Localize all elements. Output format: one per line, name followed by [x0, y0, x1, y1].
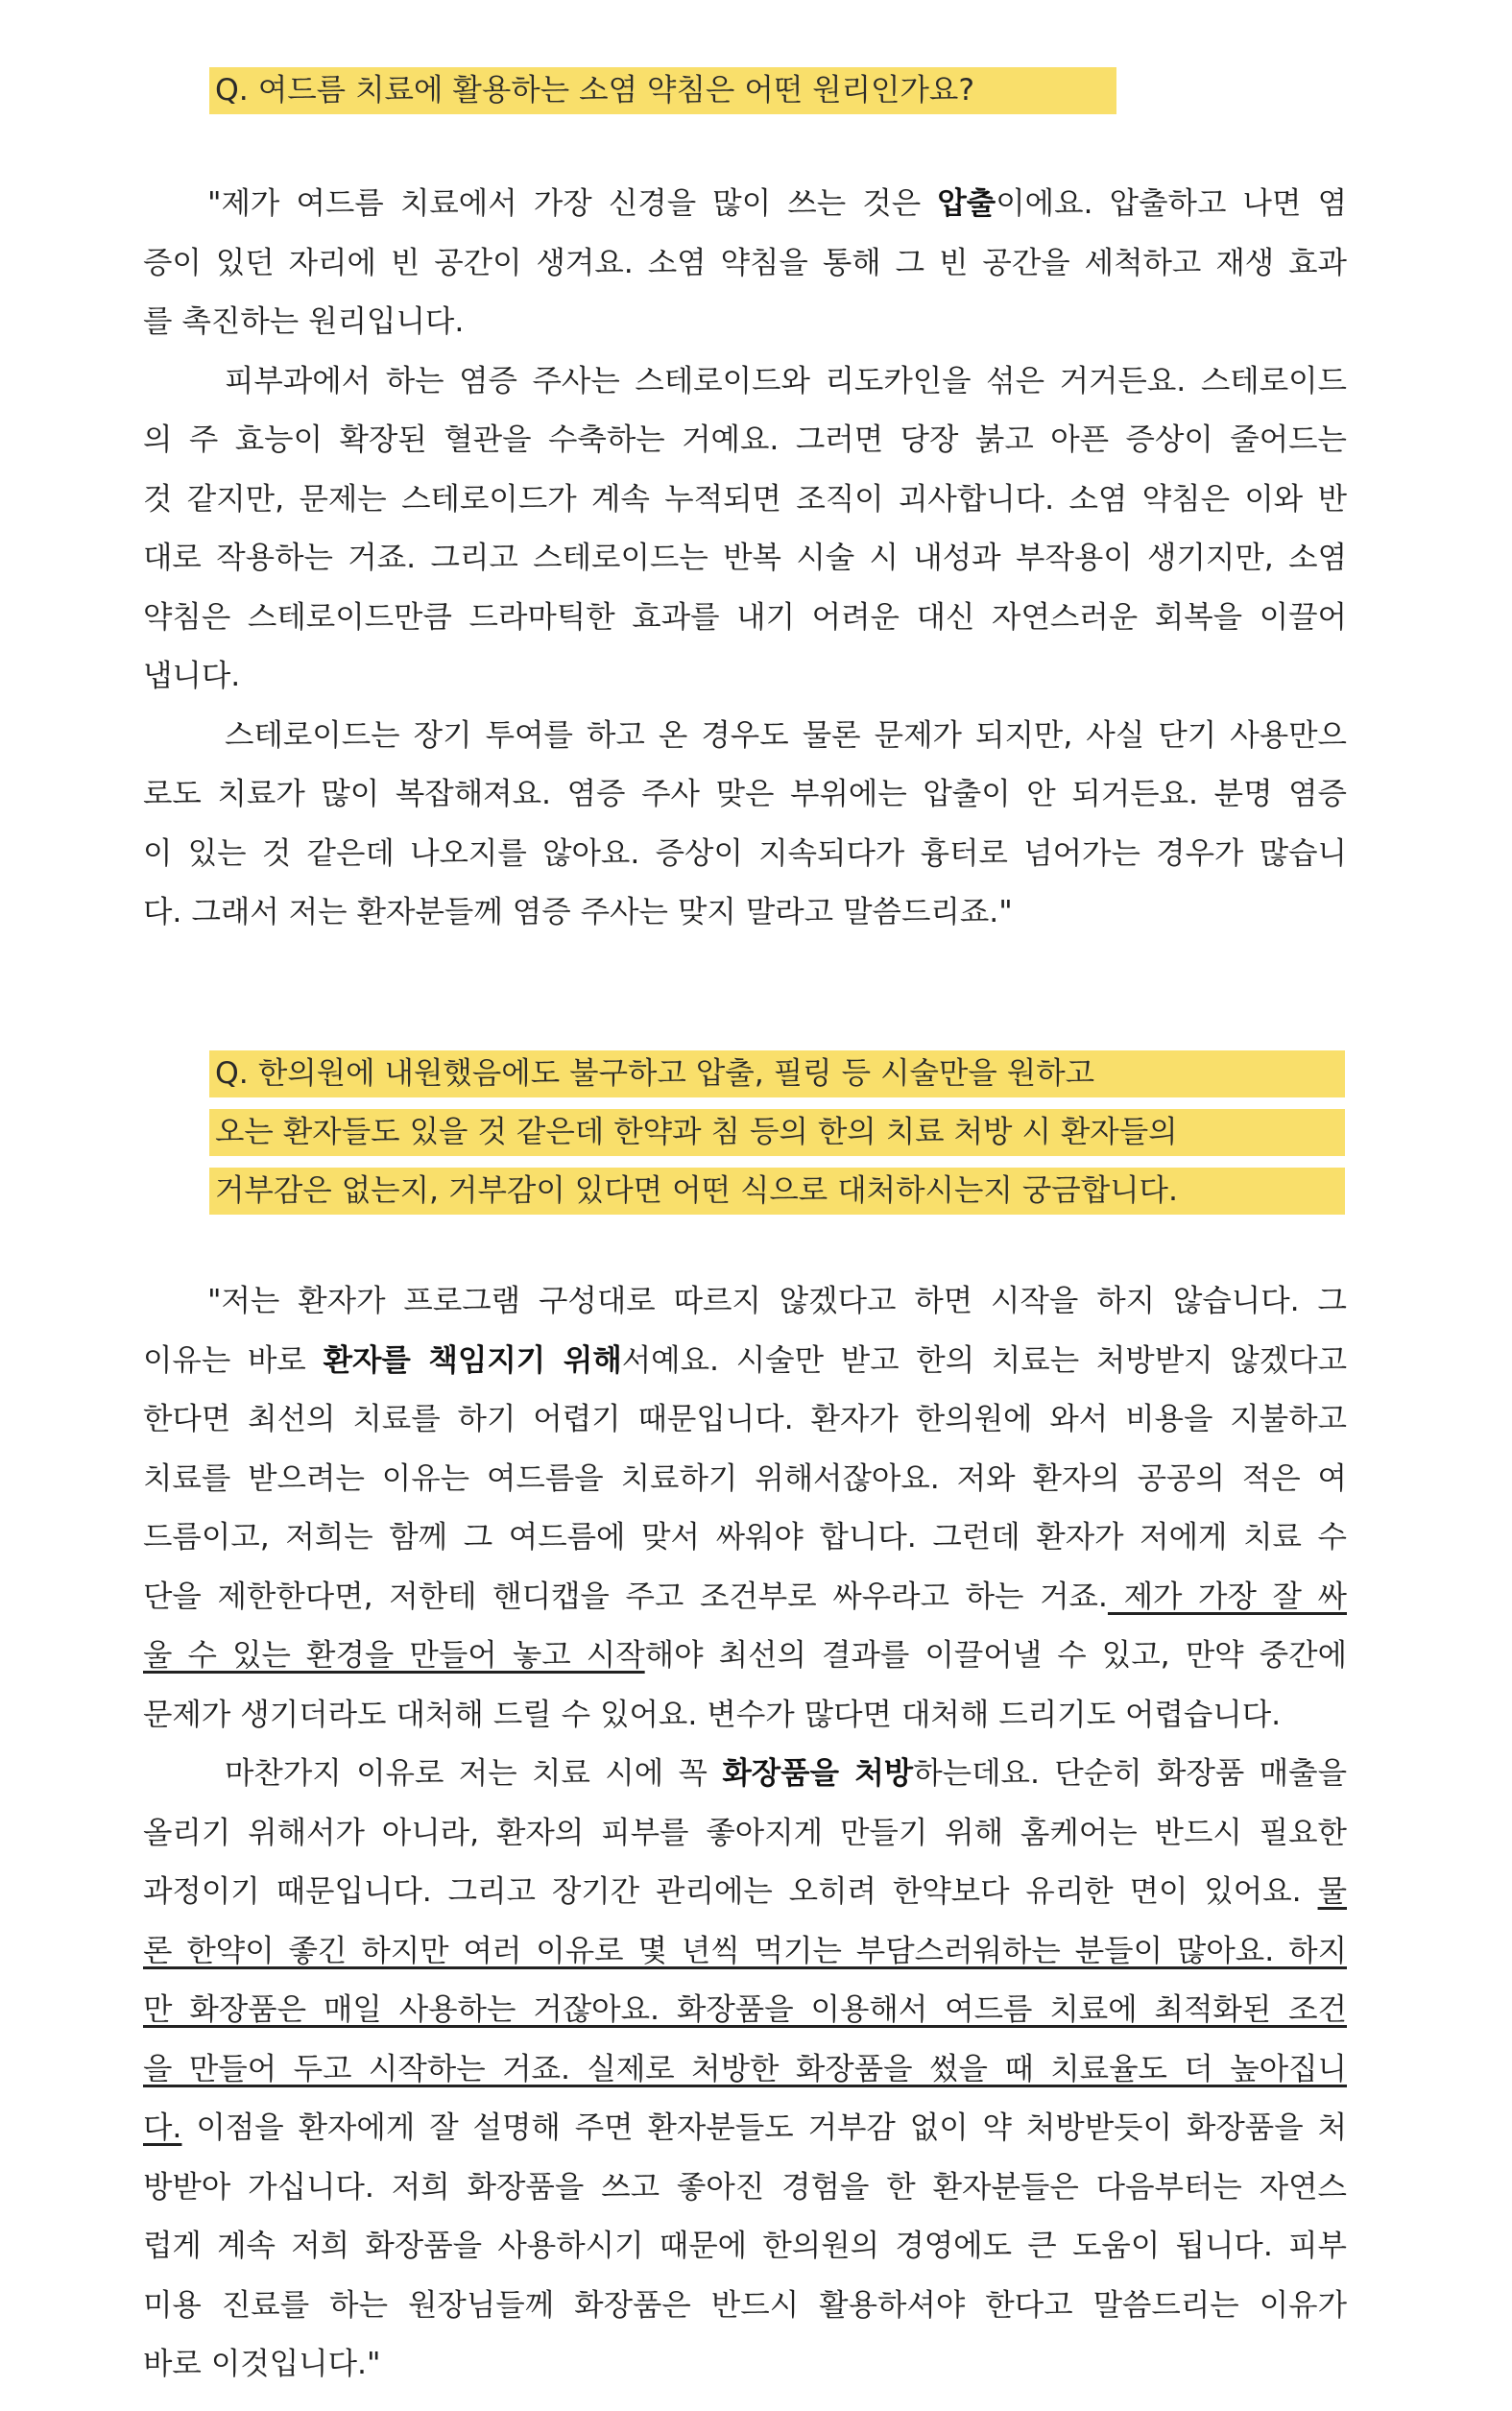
answer-2-line — [143, 1627, 1347, 1686]
question-2 — [209, 1050, 1345, 1215]
answer-1-line: 로도 치료가 많이 복잡해져요. 염증 주사 맞은 부위에는 압출이 안 되거든요. 분명 염증 — [143, 777, 1347, 811]
answer-1-line: 스테로이드는 장기 투여를 하고 온 경우도 물론 문제가 되지만, 사실 단기 사용만으 — [225, 717, 1347, 753]
text-run: 해야 최선의 결과를 이끌어낼 수 있고, 만약 중간에 — [644, 1638, 1347, 1673]
question-2-line: Q. 한의원에 내원했음에도 불구하고 압출, 필링 등 시술만을 원하고 — [209, 1050, 1345, 1097]
answer-2-line — [143, 2040, 1347, 2100]
answer-2-line: 드름이고, 저희는 함께 그 여드름에 맞서 싸워야 합니다. 그런데 환자가 저에게 치료 수 — [143, 1520, 1347, 1555]
underlined-text: 을 만들어 두고 시작하는 거죠. 실제로 처방한 화장품을 썼을 때 치료율도 더 높아집니 — [143, 2051, 1347, 2086]
answer-1-line — [143, 175, 1347, 234]
underlined-text: 만 화장품은 매일 사용하는 거잖아요. 화장품을 이용해서 여드름 치료에 최적화된 조건 — [143, 1992, 1347, 2027]
text-run: 이에요. 압출하고 나면 염 — [996, 186, 1347, 221]
answer-2-line: 바로 이것입니다." — [143, 2347, 381, 2381]
answer-1-line: 의 주 효능이 확장된 혈관을 수축하는 거예요. 그러면 당장 붉고 아픈 증상이 줄어드는 — [143, 422, 1347, 457]
text-run: 과정이기 때문입니다. 그리고 장기간 관리에는 오히려 한약보다 유리한 면이 있어요. — [143, 1874, 1318, 1909]
answer-2-line — [143, 1332, 1347, 1391]
question-2-line: 거부감은 없는지, 거부감이 있다면 어떤 식으로 대처하시는지 궁금합니다. — [209, 1168, 1345, 1215]
underlined-text: 물 — [1317, 1874, 1347, 1909]
answer-2-line — [143, 2099, 1347, 2158]
bold-text: 압출 — [937, 186, 996, 221]
underlined-text: 론 한약이 좋긴 하지만 여러 이유로 몇 년씩 먹기는 부담스러워하는 분들이 많아요. 하지 — [143, 1933, 1347, 1968]
text-run: 마찬가지 이유로 저는 치료 시에 꼭 — [225, 1756, 723, 1791]
answer-1-line: 것 같지만, 문제는 스테로이드가 계속 누적되면 조직이 괴사합니다. 소염 약침은 이와 반 — [143, 481, 1347, 517]
bold-text: 화장품을 처방 — [722, 1756, 914, 1791]
text-run: 서예요. 시술만 받고 한의 치료는 처방받지 않겠다고 — [621, 1342, 1347, 1378]
answer-2-line: 문제가 생기더라도 대처해 드릴 수 있어요. 변수가 많다면 대처해 드리기도 어렵습니다. — [143, 1697, 1282, 1732]
underlined-text: 다. — [143, 2110, 182, 2145]
answer-2-line — [143, 1745, 1347, 1804]
text-run: "제가 여드름 치료에서 가장 신경을 많이 쓰는 것은 — [207, 186, 938, 221]
answer-2-line: 올리기 위해서가 아니라, 환자의 피부를 좋아지게 만들기 위해 홈케어는 반드시 필요한 — [143, 1815, 1347, 1850]
answer-2-line — [143, 1981, 1347, 2040]
answer-1-line: 이 있는 것 같은데 나오지를 않아요. 증상이 지속되다가 흉터로 넘어가는 경우가 많습니 — [143, 835, 1347, 871]
bold-text: 환자를 책임지기 위해 — [323, 1342, 622, 1378]
text-run: 하는데요. 단순히 화장품 매출을 — [913, 1756, 1347, 1791]
answer-1-line: 증이 있던 자리에 빈 공간이 생겨요. 소염 약침을 통해 그 빈 공간을 세척하고 재생 효과 — [143, 245, 1347, 280]
answer-1-line: 다. 그래서 저는 환자분들께 염증 주사는 맞지 말라고 말씀드리죠." — [143, 895, 1013, 929]
answer-2-line: 방받아 가십니다. 저희 화장품을 쓰고 좋아진 경험을 한 환자분들은 다음부터는 자연스 — [143, 2169, 1347, 2205]
answer-1-line: 피부과에서 하는 염증 주사는 스테로이드와 리도카인을 섞은 거거든요. 스테로이드 — [225, 363, 1347, 398]
answer-1-line: 를 촉진하는 원리입니다. — [143, 304, 465, 339]
text-run: 단을 제한한다면, 저한테 핸디캡을 주고 조건부로 싸우라고 하는 거죠. — [143, 1579, 1108, 1614]
answer-2-line: 한다면 최선의 치료를 하기 어렵기 때문입니다. 환자가 한의원에 와서 비용을 지불하고 — [143, 1402, 1347, 1436]
question-1 — [209, 67, 1116, 114]
answer-1 — [143, 175, 1347, 943]
answer-2 — [143, 1272, 1347, 2395]
answer-2-line: "저는 환자가 프로그램 구성대로 따르지 않겠다고 하면 시작을 하지 않습니다. 그 — [207, 1284, 1347, 1318]
question-1-line: Q. 여드름 치료에 활용하는 소염 약침은 어떤 원리인가요? — [209, 67, 1116, 114]
underlined-text: 제가 가장 잘 싸 — [1107, 1579, 1347, 1614]
text-run: 이유는 바로 — [143, 1342, 324, 1378]
answer-2-line: 치료를 받으려는 이유는 여드름을 치료하기 위해서잖아요. 저와 환자의 공공의 적은 여 — [143, 1460, 1347, 1496]
answer-2-line: 미용 진료를 하는 원장님들께 화장품은 반드시 활용하셔야 한다고 말씀드리는 이유가 — [143, 2287, 1347, 2323]
answer-2-line — [143, 1568, 1347, 1627]
text-run: 이점을 환자에게 잘 설명해 주면 환자분들도 거부감 없이 약 처방받듯이 화장품을 처 — [181, 2110, 1347, 2145]
answer-2-line — [143, 1922, 1347, 1982]
answer-1-line: 대로 작용하는 거죠. 그리고 스테로이드는 반복 시술 시 내성과 부작용이 생기지만, 소염 — [143, 541, 1347, 575]
question-2-line: 오는 환자들도 있을 것 같은데 한약과 침 등의 한의 치료 처방 시 환자들의 — [209, 1109, 1345, 1156]
answer-2-line: 럽게 계속 저희 화장품을 사용하시기 때문에 한의원의 경영에도 큰 도움이 됩니다. 피부 — [143, 2229, 1347, 2263]
answer-1-line: 약침은 스테로이드만큼 드라마틱한 효과를 내기 어려운 대신 자연스러운 회복을 이끌어 — [143, 599, 1347, 635]
underlined-text: 울 수 있는 환경을 만들어 놓고 시작 — [143, 1638, 645, 1673]
answer-1-line: 냅니다. — [143, 659, 241, 693]
answer-2-line — [143, 1863, 1347, 1922]
